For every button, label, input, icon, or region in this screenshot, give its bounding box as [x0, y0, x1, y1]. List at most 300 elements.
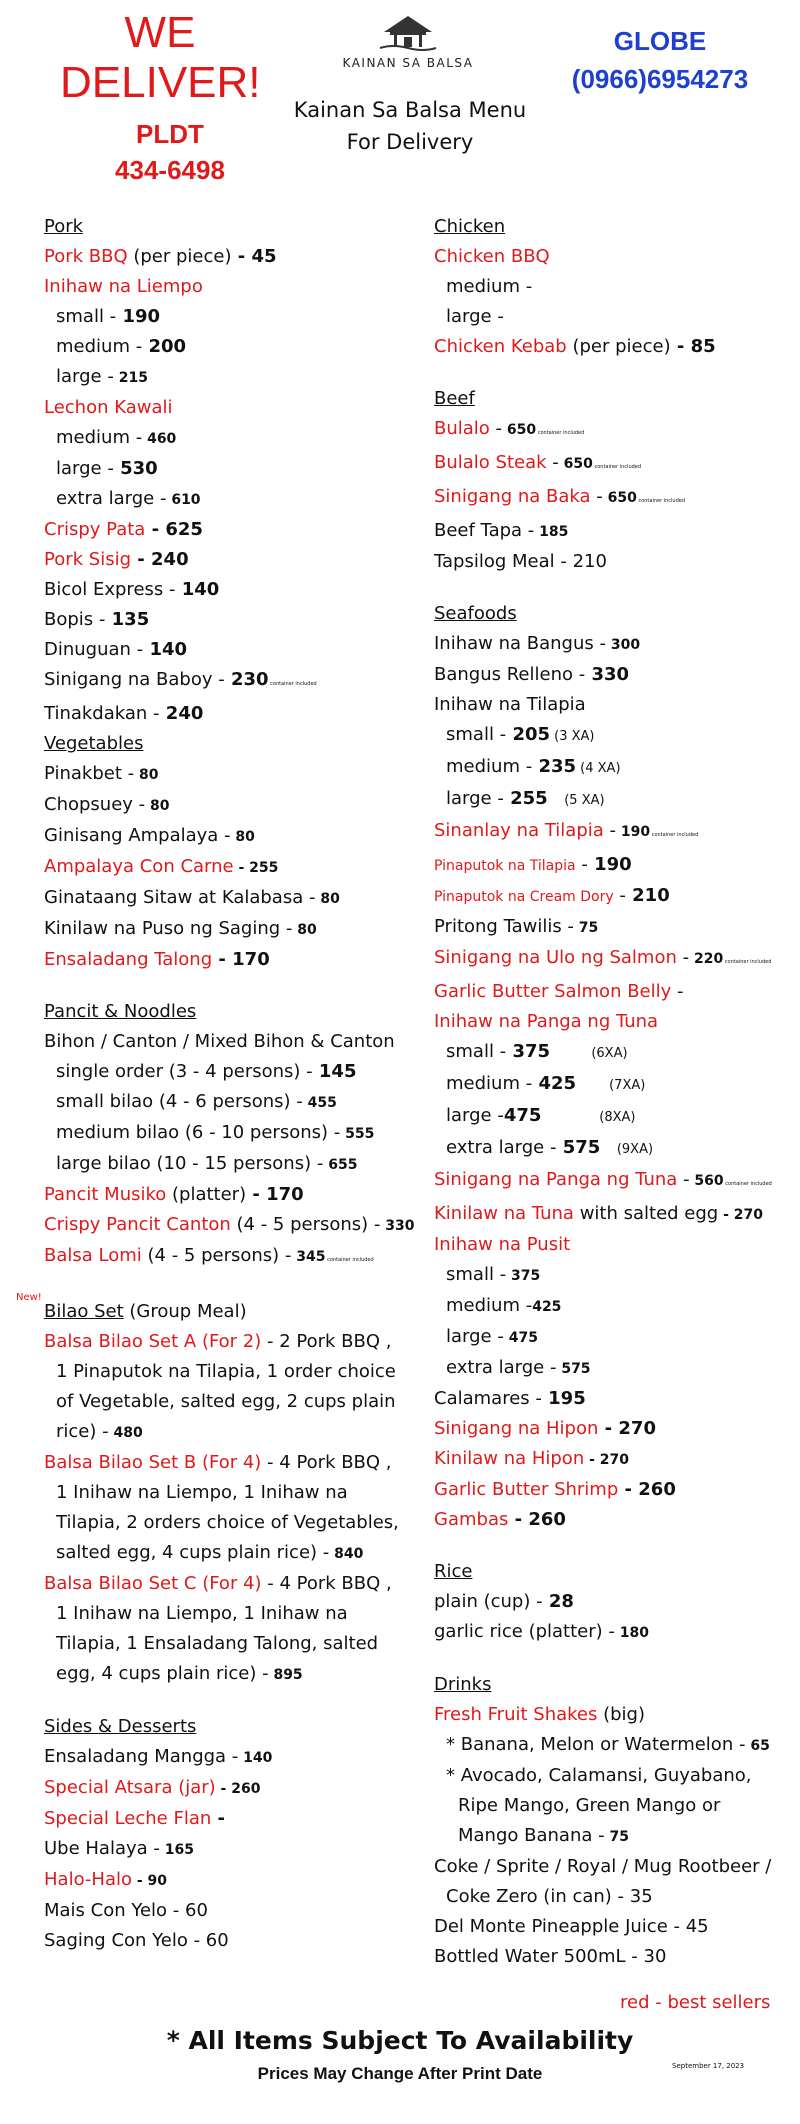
extra-large-count: (6XA): [550, 1046, 628, 1061]
item-price: 530: [113, 458, 158, 479]
menu-item-line: [44, 759, 424, 790]
extra-large-count: (3 XA): [550, 729, 595, 744]
menu-item-line: [434, 784, 794, 816]
menu-item-line: [434, 1133, 794, 1165]
container-note: container included: [723, 1181, 772, 1187]
menu-item-line: [44, 945, 424, 975]
item-price: 610: [166, 492, 201, 508]
item-price: - 45: [231, 246, 277, 267]
menu-item-line: [434, 1475, 794, 1505]
item-price: 145: [312, 1061, 357, 1082]
item-name: Special Atsara (jar): [44, 1777, 216, 1798]
item-detail: (per piece): [127, 246, 232, 267]
menu-item-line: [44, 1478, 424, 1508]
menu-item-line: [44, 575, 424, 605]
item-price: 575: [556, 1137, 601, 1158]
menu-item-line: [434, 977, 794, 1007]
item-name: medium -: [446, 756, 533, 777]
item-name: 1 Inihaw na Liempo, 1 Inihaw na: [56, 1603, 348, 1624]
menu-item-line: [44, 302, 424, 332]
menu-item-line: [44, 332, 424, 362]
pldt-label: PLDT: [136, 119, 204, 149]
pldt-number: 434-6498: [115, 155, 225, 185]
item-price: - 270: [598, 1418, 656, 1439]
item-price: 200: [142, 336, 187, 357]
item-price: 455: [302, 1095, 337, 1111]
item-price: 650: [602, 490, 637, 506]
menu-section-header: [44, 729, 424, 759]
item-name: Bulalo Steak: [434, 452, 547, 473]
menu-item-line: [44, 1027, 424, 1057]
item-name: Pork BBQ: [44, 246, 128, 267]
item-name: small -: [446, 1264, 507, 1285]
item-name: plain (cup) -: [434, 1591, 543, 1612]
item-price: 80: [134, 767, 159, 783]
item-name: medium -: [56, 427, 143, 448]
menu-item-line: [44, 790, 424, 821]
menu-item-line: [434, 752, 794, 784]
item-name: Bopis -: [44, 609, 106, 630]
item-name: small -: [56, 306, 117, 327]
menu-item-line: [434, 690, 794, 720]
menu-title-line1: Kainan Sa Balsa Menu: [293, 98, 527, 122]
item-name: Kinilaw na Tuna: [434, 1203, 574, 1224]
item-price: 220: [689, 951, 724, 967]
menu-item-line: [44, 1057, 424, 1087]
item-price: 895: [268, 1667, 303, 1683]
menu-item-line: [434, 272, 794, 302]
menu-item-line: [434, 414, 794, 448]
item-name: Special Leche Flan: [44, 1808, 212, 1829]
item-name: Sinigang na Panga ng Tuna: [434, 1169, 678, 1190]
item-name: Inihaw na Tilapia: [434, 694, 586, 715]
item-name: Balsa Bilao Set C (For 4): [44, 1573, 262, 1594]
item-detail: (4 - 5 persons) -: [230, 1214, 381, 1235]
we-deliver-banner: [60, 8, 260, 108]
item-name: Inihaw na Liempo: [44, 276, 203, 297]
restaurant-logo: [336, 14, 480, 70]
item-price: 345: [291, 1249, 326, 1265]
item-name: Halo-Halo: [44, 1869, 132, 1890]
item-price: - 260: [618, 1479, 676, 1500]
extra-large-count: (8XA): [541, 1110, 636, 1125]
item-detail: -: [546, 452, 559, 473]
container-note: container included: [650, 832, 699, 838]
item-price: 375: [506, 1268, 541, 1284]
menu-item-line: [44, 1896, 424, 1926]
section-spacer: [434, 577, 794, 599]
print-date: September 17, 2023: [672, 2062, 745, 2070]
item-name: Ripe Mango, Green Mango or: [458, 1795, 721, 1816]
item-detail: with salted egg: [573, 1203, 719, 1224]
item-name: Mango Banana -: [458, 1825, 605, 1846]
item-price: 330: [585, 664, 630, 685]
item-price: - 270: [584, 1452, 630, 1468]
extra-large-count: (4 XA): [576, 761, 621, 776]
item-price: 460: [142, 431, 177, 447]
menu-item-line: [434, 816, 794, 850]
item-name: Ube Halaya -: [44, 1838, 160, 1859]
item-price: 140: [143, 639, 188, 660]
menu-item-line: [44, 821, 424, 852]
menu-item-line: [44, 1599, 424, 1629]
menu-item-line: [44, 393, 424, 423]
item-name: Mais Con Yelo - 60: [44, 1900, 208, 1921]
menu-item-line: [44, 1569, 424, 1599]
item-price: - 240: [131, 549, 189, 570]
item-price: 235: [532, 756, 577, 777]
item-price: 190: [587, 854, 632, 875]
menu-item-line: [434, 850, 794, 881]
item-name: Pritong Tawilis -: [434, 916, 574, 937]
item-name: Beef Tapa -: [434, 520, 535, 541]
item-price: 195: [541, 1388, 586, 1409]
new-badge: New!: [16, 1292, 42, 1303]
section-spacer: [434, 1648, 794, 1670]
menu-item-line: [434, 1414, 794, 1444]
item-price: 205: [506, 724, 551, 745]
menu-item-line: [44, 1834, 424, 1865]
menu-item-line: [434, 1505, 794, 1535]
menu-item-line: [44, 545, 424, 575]
item-name: single order (3 - 4 persons) -: [56, 1061, 313, 1082]
extra-large-count: (5 XA): [547, 793, 605, 808]
item-name: Garlic Butter Shrimp: [434, 1479, 619, 1500]
item-name: Saging Con Yelo - 60: [44, 1930, 229, 1951]
item-name: Chicken BBQ: [434, 246, 550, 267]
item-price: 210: [625, 885, 670, 906]
item-name: Balsa Bilao Set A (For 2): [44, 1331, 262, 1352]
item-detail: -: [489, 418, 503, 439]
menu-item-line: [44, 1926, 424, 1956]
menu-item-line: [434, 881, 794, 912]
item-name: salted egg, 4 cups plain rice) -: [56, 1542, 330, 1563]
section-title: Vegetables: [44, 733, 144, 754]
item-name: Chicken Kebab: [434, 336, 567, 357]
section-spacer: [44, 1690, 424, 1712]
item-price: 230: [224, 669, 269, 690]
item-price: 140: [238, 1750, 273, 1766]
item-price: 80: [145, 798, 170, 814]
menu-item-line: [44, 1538, 424, 1569]
globe-number: (0966)6954273: [571, 64, 749, 94]
item-detail: -: [590, 486, 603, 507]
item-price: 650: [558, 456, 593, 472]
item-detail: (big): [597, 1704, 645, 1725]
item-detail: - 4 Pork BBQ ,: [261, 1573, 392, 1594]
menu-item-line: [434, 720, 794, 752]
item-name: Del Monte Pineapple Juice - 45: [434, 1916, 709, 1937]
item-price: -: [211, 1808, 226, 1829]
section-title: Beef: [434, 388, 475, 409]
item-name: Ginataang Sitaw at Kalabasa -: [44, 887, 316, 908]
item-name: large -: [56, 458, 114, 479]
menu-item-line: [434, 660, 794, 690]
item-name: Gambas: [434, 1509, 509, 1530]
menu-item-line: [434, 1942, 794, 1972]
menu-section-header: [44, 212, 424, 242]
container-note: container included: [636, 498, 686, 504]
item-price: 655: [323, 1157, 358, 1173]
item-price: 75: [604, 1829, 629, 1845]
section-title: Sides & Desserts: [44, 1716, 197, 1737]
we-deliver-line1: WE: [124, 8, 196, 57]
item-name: Lechon Kawali: [44, 397, 173, 418]
menu-item-line: [44, 1742, 424, 1773]
item-name: medium -: [56, 336, 143, 357]
best-sellers-legend: red - best sellers: [620, 1992, 771, 2013]
item-name: Sinanlay na Tilapia: [434, 820, 604, 841]
item-detail: (Group Meal): [123, 1301, 247, 1322]
menu-item-line: [434, 943, 794, 977]
menu-item-line: [434, 1791, 794, 1821]
menu-item-line: [434, 912, 794, 943]
item-name: small -: [446, 724, 507, 745]
item-detail: - 4 Pork BBQ ,: [261, 1452, 392, 1473]
item-name: Calamares -: [434, 1388, 542, 1409]
container-note: container included: [536, 430, 585, 436]
item-name: Pinakbet -: [44, 763, 135, 784]
item-name: large bilao (10 - 15 persons) -: [56, 1153, 324, 1174]
item-name: Bihon / Canton / Mixed Bihon & Canton: [44, 1031, 395, 1052]
menu-item-line: [44, 1118, 424, 1149]
section-title: Bilao Set: [44, 1301, 124, 1322]
item-name: Tapsilog Meal - 210: [434, 551, 607, 572]
menu-item-line: [434, 482, 794, 516]
menu-item-line: [434, 1322, 794, 1353]
menu-item-line: [434, 629, 794, 660]
item-name: small bilao (4 - 6 persons) -: [56, 1091, 303, 1112]
menu-item-line: [44, 272, 424, 302]
item-price: 480: [108, 1425, 143, 1441]
item-detail: (4 - 5 persons) -: [141, 1245, 292, 1266]
menu-item-line: [44, 1210, 424, 1241]
item-detail: -: [671, 981, 684, 1002]
item-price: 215: [113, 370, 148, 386]
container-note: container included: [592, 464, 642, 470]
item-price: 300: [605, 637, 641, 653]
item-name: Pancit Musiko: [44, 1184, 167, 1205]
extra-large-count: (9XA): [600, 1142, 654, 1157]
item-name: Sinigang na Hipon: [434, 1418, 599, 1439]
menu-item-line: [44, 1865, 424, 1896]
item-price: - 270: [718, 1207, 764, 1223]
menu-item-line: [44, 1448, 424, 1478]
item-price: 375: [506, 1041, 551, 1062]
item-price: - 625: [145, 519, 203, 540]
prices-note: Prices May Change After Print Date: [257, 2064, 543, 2083]
item-price: 180: [614, 1625, 649, 1641]
item-price: 75: [573, 920, 599, 936]
item-name: Tinakdakan -: [44, 703, 160, 724]
menu-item-line: [44, 515, 424, 545]
we-deliver-line2: DELIVER!: [60, 58, 261, 107]
menu-item-line: [434, 1199, 794, 1230]
container-note: container included: [325, 1257, 374, 1263]
menu-section-header: [44, 1297, 424, 1327]
menu-item-line: [44, 1508, 424, 1538]
menu-section-header: [434, 599, 794, 629]
item-price: 165: [159, 1842, 195, 1858]
menu-item-line: [434, 448, 794, 482]
menu-item-line: [44, 1804, 424, 1834]
menu-item-line: [434, 1353, 794, 1384]
item-name: medium -: [446, 276, 533, 297]
item-name: Inihaw na Bangus -: [434, 633, 606, 654]
item-price: - 90: [132, 1873, 168, 1889]
menu-title: [290, 94, 530, 158]
menu-item-line: [434, 1165, 794, 1199]
item-name: Bicol Express -: [44, 579, 176, 600]
menu-item-line: [434, 1700, 794, 1730]
item-detail: - 2 Pork BBQ ,: [261, 1331, 392, 1352]
item-price: 190: [616, 824, 651, 840]
item-name: Balsa Lomi: [44, 1245, 142, 1266]
menu-item-line: [44, 1357, 424, 1387]
section-title: Pork: [44, 216, 84, 237]
item-price: 80: [230, 829, 255, 845]
globe-contact: [560, 22, 760, 98]
item-name: medium bilao (6 - 10 persons) -: [56, 1122, 341, 1143]
pldt-contact: [90, 116, 250, 188]
menu-item-line: [434, 1912, 794, 1942]
menu-item-line: [434, 1291, 794, 1322]
item-name: Coke / Sprite / Royal / Mug Rootbeer /: [434, 1856, 772, 1877]
item-name: Tilapia, 2 orders choice of Vegetables,: [56, 1512, 399, 1533]
item-name: Sinigang na Baboy -: [44, 669, 225, 690]
section-spacer: [44, 975, 424, 997]
item-price: 560: [689, 1173, 724, 1189]
menu-item-line: [44, 423, 424, 454]
availability-note: * All Items Subject To Availability: [166, 2026, 634, 2055]
section-spacer: [44, 1275, 424, 1297]
item-price: 135: [105, 609, 150, 630]
menu-item-line: [44, 1149, 424, 1180]
menu-item-line: [44, 605, 424, 635]
menu-item-line: [434, 1260, 794, 1291]
item-price: 330: [380, 1218, 415, 1234]
menu-item-line: [434, 1617, 794, 1648]
item-name: * Avocado, Calamansi, Guyabano,: [446, 1765, 752, 1786]
menu-item-line: [434, 1101, 794, 1133]
menu-item-line: [44, 699, 424, 729]
extra-large-count: (7XA): [576, 1078, 646, 1093]
item-name: Ensaladang Mangga -: [44, 1746, 239, 1767]
item-name: 1 Pinaputok na Tilapia, 1 order choice: [56, 1361, 396, 1382]
container-note: container included: [268, 681, 317, 687]
item-name: Chopsuey -: [44, 794, 146, 815]
menu-item-line: [434, 1761, 794, 1791]
item-price: 575: [556, 1361, 591, 1377]
menu-item-line: [434, 1037, 794, 1069]
item-name: large -: [56, 366, 114, 387]
section-title: Pancit & Noodles: [44, 1001, 197, 1022]
item-price: 28: [542, 1591, 574, 1612]
menu-item-line: [434, 1444, 794, 1475]
item-name: 1 Inihaw na Liempo, 1 Inihaw na: [56, 1482, 348, 1503]
item-name: Fresh Fruit Shakes: [434, 1704, 598, 1725]
section-title: Rice: [434, 1561, 473, 1582]
menu-item-line: [44, 1241, 424, 1275]
item-price: 555: [340, 1126, 375, 1142]
item-price: 80: [315, 891, 340, 907]
item-name: medium -: [446, 1073, 533, 1094]
menu-title-line2: For Delivery: [346, 130, 474, 154]
item-name: large -: [446, 1326, 504, 1347]
item-name: large -: [446, 1105, 504, 1126]
item-name: Garlic Butter Salmon Belly: [434, 981, 672, 1002]
item-detail: (platter): [166, 1184, 247, 1205]
item-price: 185: [534, 524, 569, 540]
menu-item-line: [44, 852, 424, 883]
item-price: 650: [502, 422, 537, 438]
menu-item-line: [44, 454, 424, 484]
menu-item-line: [44, 1087, 424, 1118]
item-price: 840: [329, 1546, 364, 1562]
item-name: Kinilaw na Hipon: [434, 1448, 585, 1469]
item-name: extra large -: [446, 1357, 557, 1378]
section-title: Drinks: [434, 1674, 492, 1695]
menu-item-line: [44, 484, 424, 515]
menu-item-line: [434, 1852, 794, 1882]
menu-item-line: [44, 883, 424, 914]
item-name: Bangus Relleno -: [434, 664, 586, 685]
item-price: 65: [745, 1738, 770, 1754]
item-name: Tilapia, 1 Ensaladang Talong, salted: [56, 1633, 379, 1654]
item-price: 240: [159, 703, 204, 724]
item-name: Crispy Pata: [44, 519, 146, 540]
item-name: Bottled Water 500mL - 30: [434, 1946, 667, 1967]
menu-item-line: [44, 635, 424, 665]
item-name: Crispy Pancit Canton: [44, 1214, 231, 1235]
item-price: - 170: [212, 949, 270, 970]
menu-item-line: [44, 242, 424, 272]
item-name: Sinigang na Ulo ng Salmon: [434, 947, 677, 968]
menu-item-line: [434, 1730, 794, 1761]
item-name: large -: [446, 788, 504, 809]
hut-icon: [378, 14, 438, 52]
menu-item-line: [434, 547, 794, 577]
menu-item-line: [44, 1629, 424, 1659]
item-price: - 255: [233, 860, 279, 876]
menu-item-line: [434, 1069, 794, 1101]
item-price: 425: [532, 1299, 562, 1315]
menu-right-column: [434, 212, 794, 1972]
item-detail: -: [676, 947, 690, 968]
item-name: extra large -: [56, 488, 167, 509]
menu-item-line: [434, 1007, 794, 1037]
item-name: Pinaputok na Cream Dory: [434, 889, 614, 905]
item-price: - 170: [246, 1184, 304, 1205]
menu-item-line: [434, 242, 794, 272]
item-detail: -: [603, 820, 616, 841]
item-price: 140: [175, 579, 220, 600]
item-name: large -: [446, 306, 504, 327]
item-price: 475: [503, 1330, 538, 1346]
item-name: Coke Zero (in can) - 35: [446, 1886, 653, 1907]
item-price: 190: [116, 306, 161, 327]
menu-item-line: [44, 665, 424, 699]
menu-item-line: [44, 1327, 424, 1357]
menu-item-line: [434, 302, 794, 332]
menu-item-line: [44, 1417, 424, 1448]
item-detail: -: [613, 885, 626, 906]
item-name: Inihaw na Pusit: [434, 1234, 571, 1255]
globe-label: GLOBE: [613, 26, 707, 56]
item-name: of Vegetable, salted egg, 2 cups plain: [56, 1391, 396, 1412]
item-price: - 260: [508, 1509, 566, 1530]
item-price: 255: [503, 788, 548, 809]
